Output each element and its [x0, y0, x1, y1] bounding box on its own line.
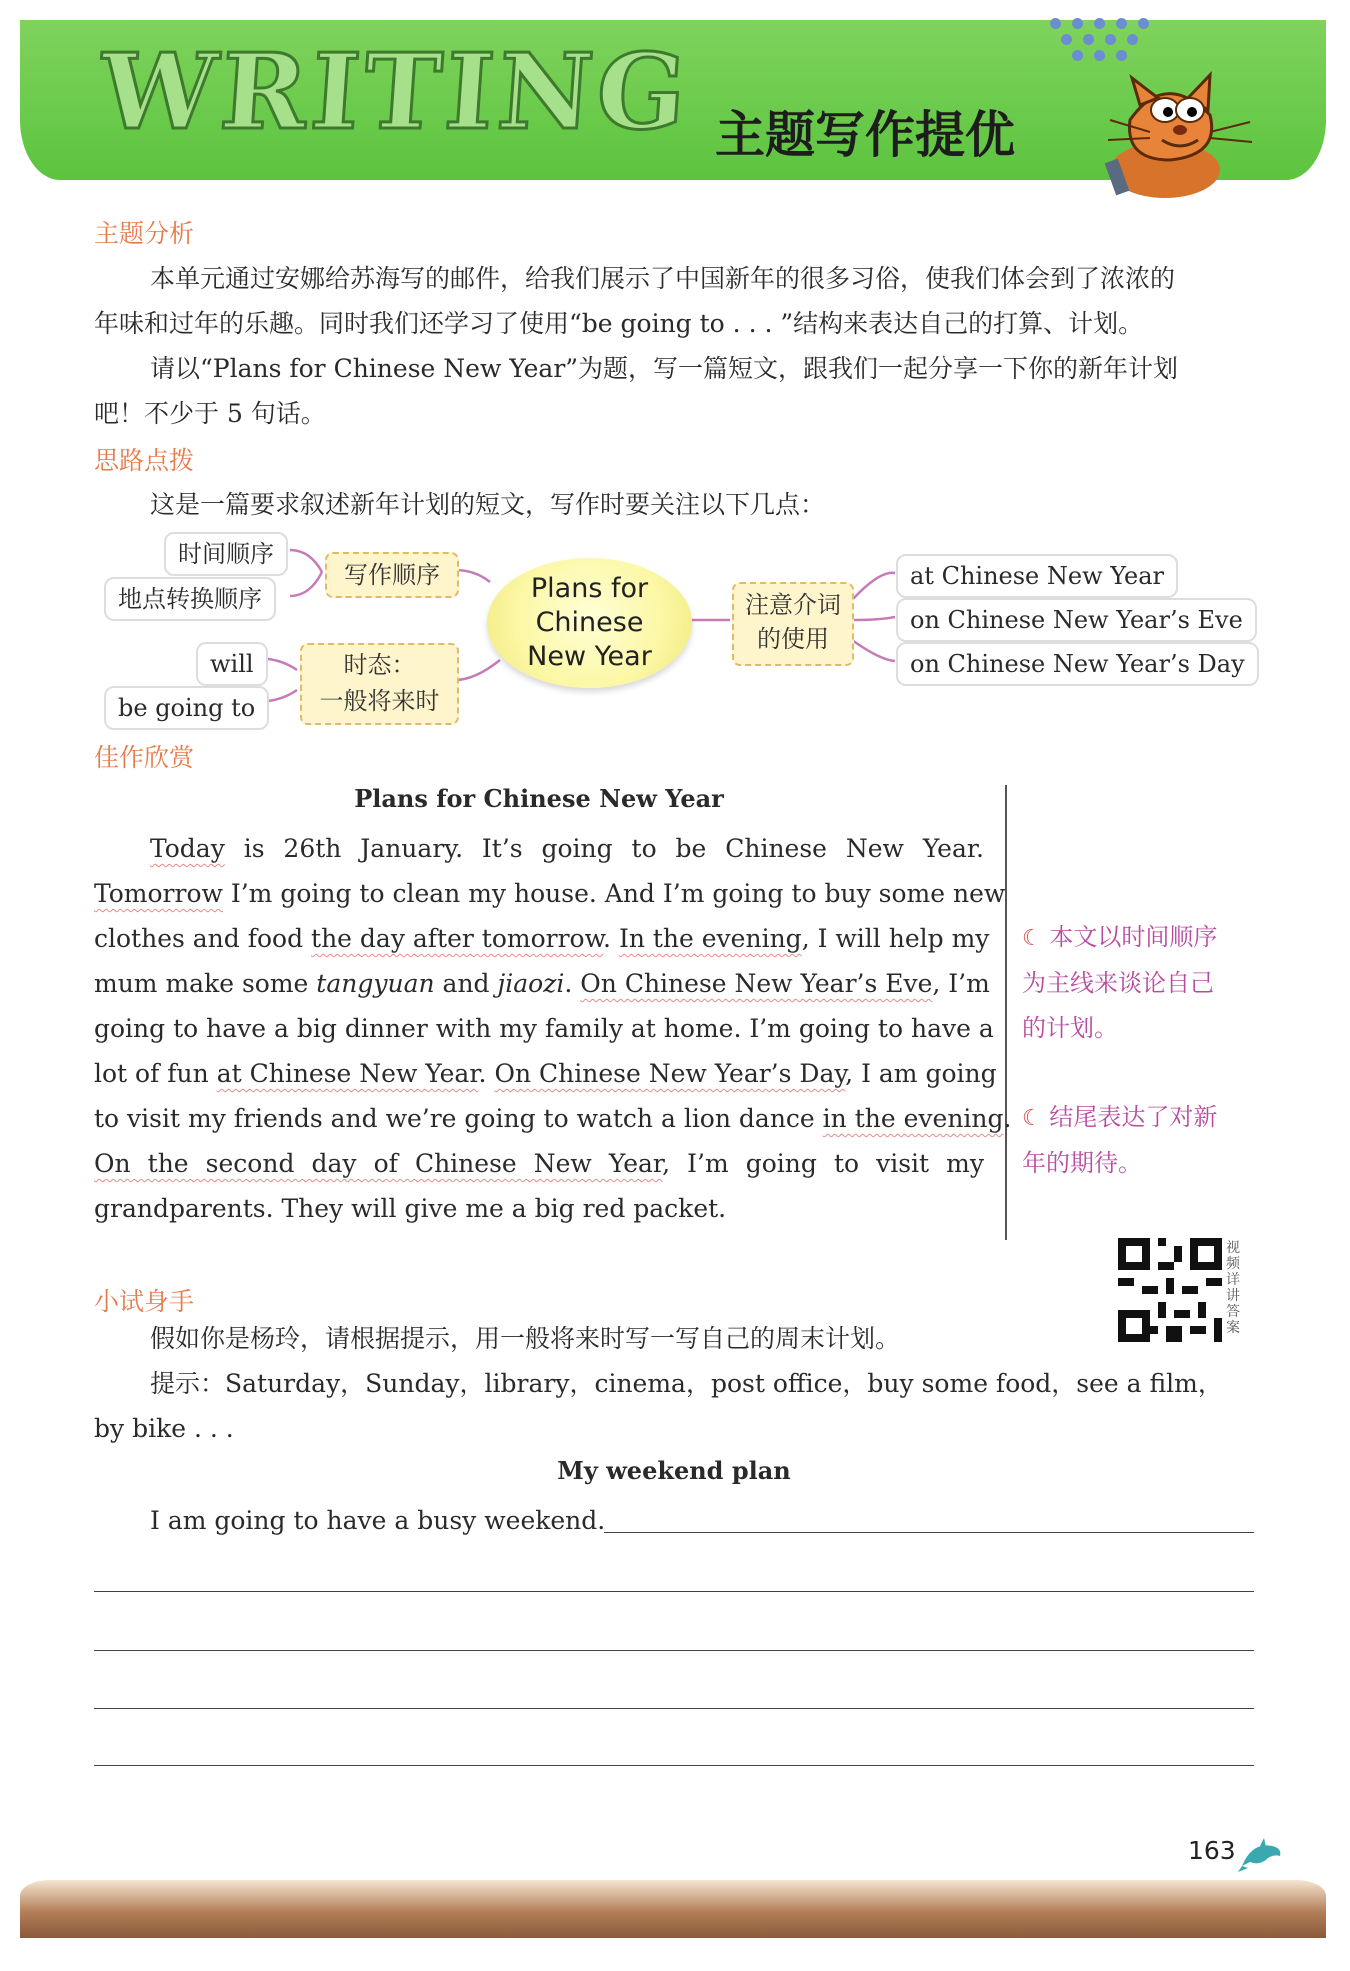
practice-hint-line-1: 提示：Saturday，Sunday，library，cinema，post office，buy some food，see a film，	[150, 1369, 1223, 1398]
cat-mascot-icon	[1070, 60, 1260, 200]
essay-note-2	[1022, 1095, 1262, 1186]
essay-line-9: grandparents. They will give me a big red packet.	[94, 1194, 727, 1223]
dolphin-icon	[1238, 1836, 1284, 1874]
mind-map-label-prepositions	[732, 582, 854, 666]
practice-title: My weekend plan	[557, 1456, 791, 1485]
moon-icon: ☾	[1022, 926, 1042, 951]
center-topic-line-1: Plans for	[530, 573, 649, 604]
mind-map-label-writing-order: 写作顺序	[325, 552, 459, 598]
moon-icon: ☾	[1022, 1106, 1042, 1131]
mind-map-item-time-order: 时间顺序	[164, 532, 288, 576]
essay-line-3: clothes and food the day after tomorrow. In the evening, I will help my	[94, 924, 990, 953]
mind-map-item-on-new-years-day: on Chinese New Year’s Day	[896, 642, 1259, 686]
writing-line[interactable]	[94, 1650, 1254, 1651]
writing-line[interactable]	[94, 1708, 1254, 1709]
page-number: 163	[1188, 1836, 1236, 1865]
writing-line[interactable]	[94, 1591, 1254, 1592]
practice-starter: I am going to have a busy weekend.	[150, 1506, 606, 1535]
mind-map-item-be-going-to: be going to	[104, 686, 269, 730]
essay-line-2: Tomorrow I’m going to clean my house. And I’m going to buy some new	[94, 879, 1006, 908]
theme-analysis-line-3: 请以“Plans for Chinese New Year”为题，写一篇短文，跟我们一起分享一下你的新年计划	[150, 354, 1179, 383]
theme-analysis-line-4: 吧！不少于 5 句话。	[94, 399, 326, 428]
essay-line-1: Today is 26th January. It’s going to be Chinese New Year.	[150, 834, 984, 863]
note-2-line-2: 年的期待。	[1022, 1149, 1142, 1177]
note-2-line-1: 结尾表达了对新	[1049, 1103, 1218, 1131]
essay-line-5: going to have a big dinner with my family at home. I’m going to have a	[94, 1014, 994, 1043]
section-heading-practice: 小试身手	[94, 1287, 195, 1316]
qr-caption: 视频详讲答案	[1226, 1240, 1240, 1336]
note-1-line-1: 本文以时间顺序	[1049, 923, 1218, 951]
mind-map-item-at-chinese-new-year: at Chinese New Year	[896, 554, 1178, 598]
mind-map-item-on-new-years-eve: on Chinese New Year’s Eve	[896, 598, 1257, 642]
essay-line-4: mum make some tangyuan and jiaozi. On Chinese New Year’s Eve, I’m	[94, 969, 990, 998]
essay-line-6: lot of fun at Chinese New Year. On Chinese New Year’s Day, I am going	[94, 1059, 997, 1088]
mind-map-item-place-order: 地点转换顺序	[104, 577, 276, 621]
section-heading-guidance: 思路点拨	[94, 446, 195, 475]
prep-label-line-2: 的使用	[757, 625, 829, 653]
essay-note-1	[1022, 915, 1262, 1051]
tense-label-line-1: 时态：	[343, 651, 416, 679]
mind-map-center-topic	[487, 558, 692, 688]
center-topic-line-3: New Year	[527, 641, 652, 672]
mind-map-label-tense	[300, 643, 459, 725]
page-subtitle: 主题写作提优	[715, 106, 1015, 164]
mind-map-item-will: will	[196, 642, 268, 686]
tense-label-line-2: 一般将来时	[319, 687, 440, 715]
practice-instruction: 假如你是杨玲，请根据提示，用一般将来时写一写自己的周末计划。	[150, 1324, 901, 1353]
note-1-line-2: 为主线来谈论自己	[1022, 969, 1214, 997]
section-heading-model-essay: 佳作欣赏	[94, 743, 195, 772]
theme-analysis-line-1: 本单元通过安娜给苏海写的邮件，给我们展示了中国新年的很多习俗，使我们体会到了浓浓的	[150, 264, 1176, 293]
guidance-intro: 这是一篇要求叙述新年计划的短文，写作时要关注以下几点：	[150, 490, 826, 519]
note-1-line-3: 的计划。	[1022, 1014, 1118, 1042]
essay-divider	[1005, 785, 1007, 1240]
essay-line-7: to visit my friends and we’re going to watch a lion dance in the evening.	[94, 1104, 1012, 1133]
writing-line[interactable]	[94, 1765, 1254, 1766]
writing-line[interactable]	[604, 1532, 1254, 1533]
theme-analysis-line-2: 年味和过年的乐趣。同时我们还学习了使用“be going to . . . ”结构来表达自己的打算、计划。	[94, 309, 1144, 338]
qr-code-icon[interactable]	[1118, 1238, 1222, 1342]
essay-line-8: On the second day of Chinese New Year, I’m going to visit my	[94, 1149, 984, 1178]
writing-banner-text: WRITING	[95, 30, 695, 153]
prep-label-line-1: 注意介词	[745, 591, 841, 619]
footer-band	[20, 1880, 1326, 1938]
center-topic-line-2: Chinese	[535, 607, 644, 638]
practice-hint-line-2: by bike . . .	[94, 1414, 234, 1443]
section-heading-theme-analysis: 主题分析	[94, 219, 195, 248]
essay-title: Plans for Chinese New Year	[354, 784, 724, 813]
